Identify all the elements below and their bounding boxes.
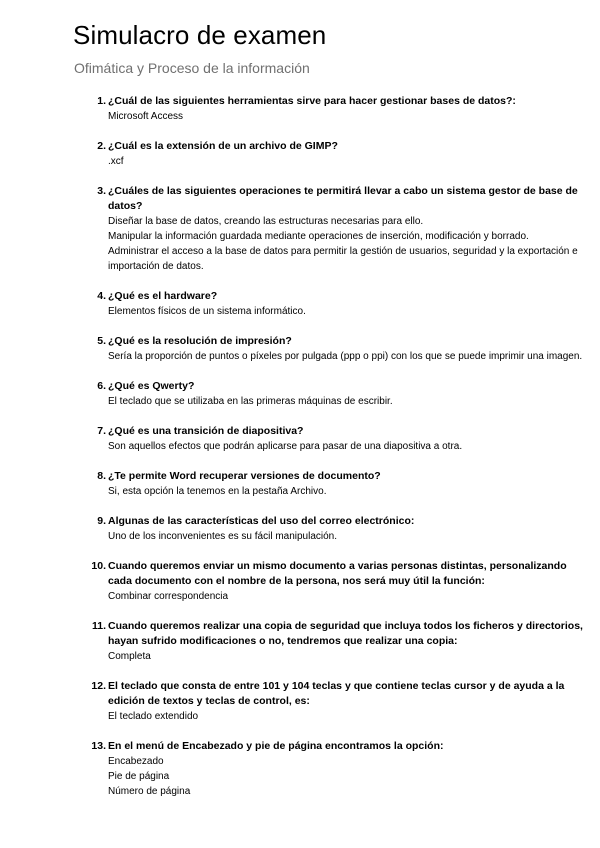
question-item xyxy=(0,289,600,319)
question-text: ¿Cuál es la extensión de un archivo de GIMP? xyxy=(108,140,338,152)
answer-text: .xcf xyxy=(108,156,124,167)
question-text: ¿Qué es Qwerty? xyxy=(108,380,195,392)
answer-text: Diseñar la base de datos, creando las estructuras necesarias para ello. xyxy=(108,216,424,227)
question-number: 2. xyxy=(97,140,106,152)
page-subtitle: Ofimática y Proceso de la información xyxy=(74,60,310,76)
question-number: 12. xyxy=(91,680,106,692)
answer-text: Microsoft Access xyxy=(108,111,184,122)
question-item xyxy=(0,379,600,409)
question-item xyxy=(0,334,600,364)
question-item xyxy=(0,184,600,274)
question-item xyxy=(0,619,600,664)
answer-text: El teclado que se utilizaba en las primeras máquinas de escribir. xyxy=(108,396,393,407)
question-text: ¿Cuál de las siguientes herramientas sirve para hacer gestionar bases de datos?: xyxy=(108,95,516,107)
answer-text: Elementos físicos de un sistema informático. xyxy=(108,306,306,317)
question-item xyxy=(0,739,600,799)
question-item xyxy=(0,424,600,454)
question-text: Cuando queremos realizar una copia de seguridad que incluya todos los ficheros y directorios, hayan sufrido modificaciones o no, tendremos que realizar una copia: xyxy=(108,620,583,647)
question-number: 10. xyxy=(91,560,106,572)
question-number: 9. xyxy=(97,515,106,527)
question-text: Cuando queremos enviar un mismo documento a varias personas distintas, personalizando cada documento con el nombre de la persona, nos será muy útil la función: xyxy=(108,560,567,587)
page-title: Simulacro de examen xyxy=(73,20,327,50)
answer-text: El teclado extendido xyxy=(108,711,199,722)
question-number: 11. xyxy=(91,620,106,632)
question-number: 1. xyxy=(97,95,106,107)
question-number: 7. xyxy=(97,425,106,437)
question-text: En el menú de Encabezado y pie de página encontramos la opción: xyxy=(108,740,444,752)
answer-text: Completa xyxy=(108,651,151,662)
answer-text: Si, esta opción la tenemos en la pestaña Archivo. xyxy=(108,486,327,497)
question-text: ¿Qué es la resolución de impresión? xyxy=(108,335,292,347)
answer-text: Número de página xyxy=(108,786,191,797)
question-item xyxy=(0,139,600,169)
question-number: 13. xyxy=(91,740,106,752)
answer-text: Combinar correspondencia xyxy=(108,591,229,602)
question-text: ¿Qué es una transición de diapositiva? xyxy=(108,425,304,437)
answer-text: Sería la proporción de puntos o píxeles por pulgada (ppp o ppi) con los que se puede imprimir una imagen. xyxy=(108,351,583,362)
question-number: 3. xyxy=(97,185,106,197)
question-item xyxy=(0,94,600,124)
question-item xyxy=(0,679,600,724)
answer-text: Administrar el acceso a la base de datos para permitir la gestión de usuarios, seguridad y la exportación e importación de datos. xyxy=(108,246,578,272)
question-number: 6. xyxy=(97,380,106,392)
answer-text: Uno de los inconvenientes es su fácil manipulación. xyxy=(108,531,338,542)
question-item xyxy=(0,514,600,544)
answer-text: Son aquellos efectos que podrán aplicarse para pasar de una diapositiva a otra. xyxy=(108,441,463,452)
question-text: ¿Te permite Word recuperar versiones de documento? xyxy=(108,470,381,482)
question-number: 5. xyxy=(97,335,106,347)
question-text: ¿Cuáles de las siguientes operaciones te permitirá llevar a cabo un sistema gestor de base de datos? xyxy=(108,185,578,212)
answer-text: Encabezado xyxy=(108,756,164,767)
question-text: El teclado que consta de entre 101 y 104 teclas y que contiene teclas cursor y de ayuda a la edición de textos y teclas de control, es: xyxy=(108,680,565,707)
answer-text: Pie de página xyxy=(108,771,170,782)
question-text: Algunas de las características del uso del correo electrónico: xyxy=(108,515,415,527)
answer-text: Manipular la información guardada mediante operaciones de inserción, modificación y borrado. xyxy=(108,231,529,242)
question-number: 8. xyxy=(97,470,106,482)
question-list xyxy=(0,94,600,814)
question-text: ¿Qué es el hardware? xyxy=(108,290,218,302)
question-number: 4. xyxy=(97,290,106,302)
question-item xyxy=(0,469,600,499)
question-item xyxy=(0,559,600,604)
